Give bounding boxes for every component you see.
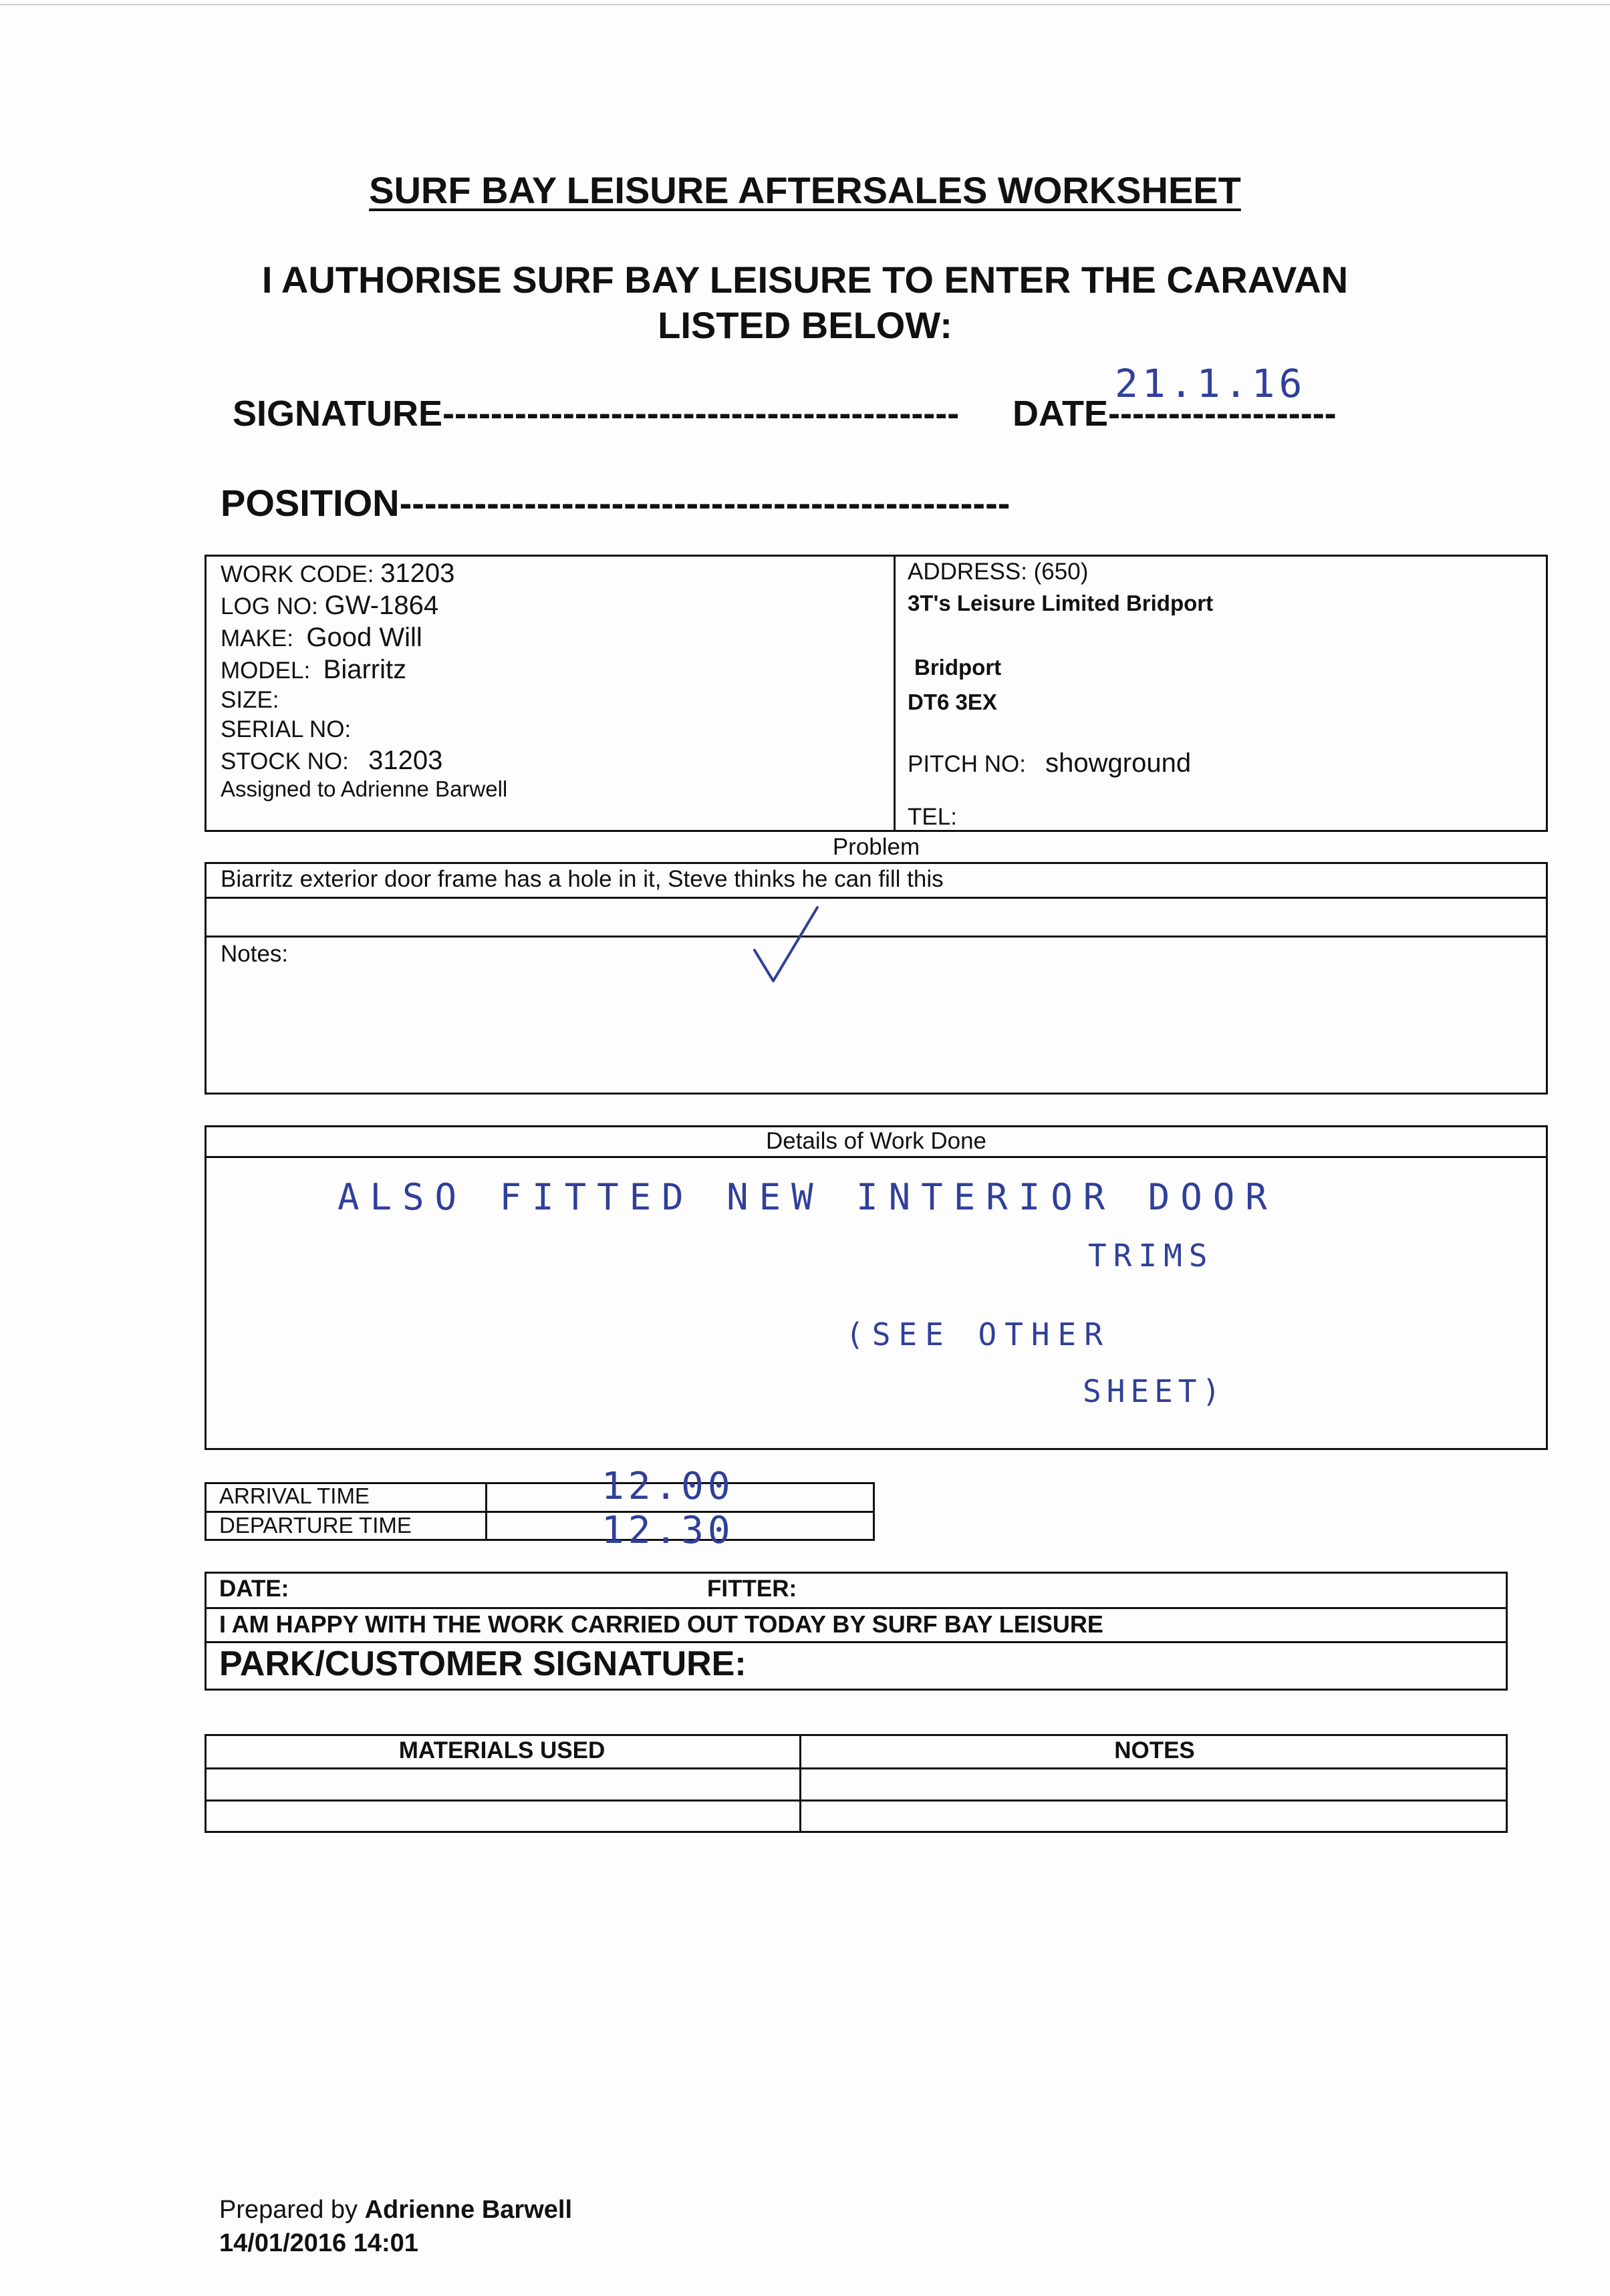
date-line: DATE-------------------: [1013, 394, 1337, 434]
model-row: [221, 655, 406, 685]
arrival-time-label: ARRIVAL TIME: [219, 1483, 370, 1508]
address-line-2: Bridport: [914, 655, 1002, 680]
work-done-handwriting-line-4: SHEET): [1083, 1373, 1226, 1409]
stock-no-value: 31203: [368, 746, 443, 775]
satisfaction-statement: I AM HAPPY WITH THE WORK CARRIED OUT TODAY BY SURF BAY LEISURE: [219, 1610, 1103, 1638]
materials-notes-header: NOTES: [1114, 1737, 1195, 1763]
work-done-box: [205, 1125, 1548, 1450]
work-code-value: 31203: [380, 559, 455, 588]
stock-no-label: STOCK NO:: [221, 748, 349, 774]
prepared-by-label: Prepared by: [219, 2196, 358, 2224]
signoff-rule-2: [205, 1641, 1508, 1643]
problem-heading: Problem: [832, 834, 920, 860]
pitch-no-label: PITCH NO:: [908, 751, 1026, 777]
position-line: POSITION-------------------------------------------------: [221, 482, 1011, 524]
authorisation-line-2: LISTED BELOW:: [658, 304, 952, 346]
size-label: SIZE:: [221, 687, 279, 713]
stock-no-row: [221, 746, 442, 776]
log-no-value: GW-1864: [324, 591, 439, 620]
signature-line: SIGNATURE-------------------------------------------: [233, 394, 960, 434]
model-label: MODEL:: [221, 658, 311, 684]
signoff-rule-1: [205, 1607, 1508, 1609]
address-line-1: 3T's Leisure Limited Bridport: [908, 591, 1214, 615]
materials-used-header: MATERIALS USED: [398, 1737, 606, 1763]
make-row: [221, 623, 422, 653]
work-done-handwriting-line-3: (SEE OTHER: [845, 1316, 1111, 1352]
times-column-divider: [485, 1482, 487, 1541]
address-label: ADDRESS: (650): [908, 559, 1089, 585]
make-value: Good Will: [306, 623, 422, 652]
address-postcode: DT6 3EX: [908, 690, 997, 714]
work-done-handwriting-line-1: ALSO FITTED NEW INTERIOR DOOR: [338, 1176, 1278, 1218]
assigned-to: Assigned to Adrienne Barwell: [221, 776, 508, 801]
prepared-by: [219, 2196, 572, 2225]
departure-time-handwritten: 12.30: [601, 1509, 734, 1552]
make-label: MAKE:: [221, 625, 293, 652]
work-done-rule: [205, 1156, 1548, 1158]
departure-time-label: DEPARTURE TIME: [219, 1513, 412, 1538]
problem-rule-1: [205, 897, 1548, 899]
materials-header-rule: [205, 1767, 1508, 1769]
work-done-heading: Details of Work Done: [765, 1128, 987, 1154]
work-done-handwriting-line-2: TRIMS: [1088, 1238, 1214, 1274]
work-code-label: WORK CODE:: [221, 561, 374, 587]
details-divider: [894, 555, 896, 832]
fitter-label: FITTER:: [707, 1576, 797, 1602]
handwritten-checkmark-icon: [745, 902, 825, 989]
customer-signature-label: PARK/CUSTOMER SIGNATURE:: [219, 1644, 747, 1683]
arrival-time-handwritten: 12.00: [601, 1465, 734, 1508]
serial-no-label: SERIAL NO:: [221, 716, 352, 742]
pitch-no-row: [908, 748, 1191, 778]
problem-rule-2: [205, 936, 1548, 938]
authorisation-line-1: I AUTHORISE SURF BAY LEISURE TO ENTER THE CARAVAN: [261, 259, 1349, 301]
tel-label: TEL:: [908, 804, 957, 830]
signoff-date-label: DATE:: [219, 1576, 289, 1602]
work-code-row: [221, 559, 454, 589]
notes-label: Notes:: [221, 941, 289, 967]
log-no-row: [221, 591, 438, 621]
problem-description: Biarritz exterior door frame has a hole in it, Steve thinks he can fill this: [221, 866, 944, 892]
materials-row-rule: [205, 1800, 1508, 1802]
handwritten-date: 21.1.16: [1115, 361, 1307, 406]
authorisation-statement: [0, 257, 1610, 348]
model-value: Biarritz: [323, 655, 407, 684]
pitch-no-value: showground: [1045, 748, 1192, 778]
prepared-by-name: Adrienne Barwell: [364, 2196, 572, 2224]
prepared-timestamp: 14/01/2016 14:01: [219, 2229, 418, 2257]
scan-edge-line: [0, 4, 1610, 5]
worksheet-title: SURF BAY LEISURE AFTERSALES WORKSHEET: [369, 169, 1241, 211]
log-no-label: LOG NO:: [221, 593, 318, 619]
